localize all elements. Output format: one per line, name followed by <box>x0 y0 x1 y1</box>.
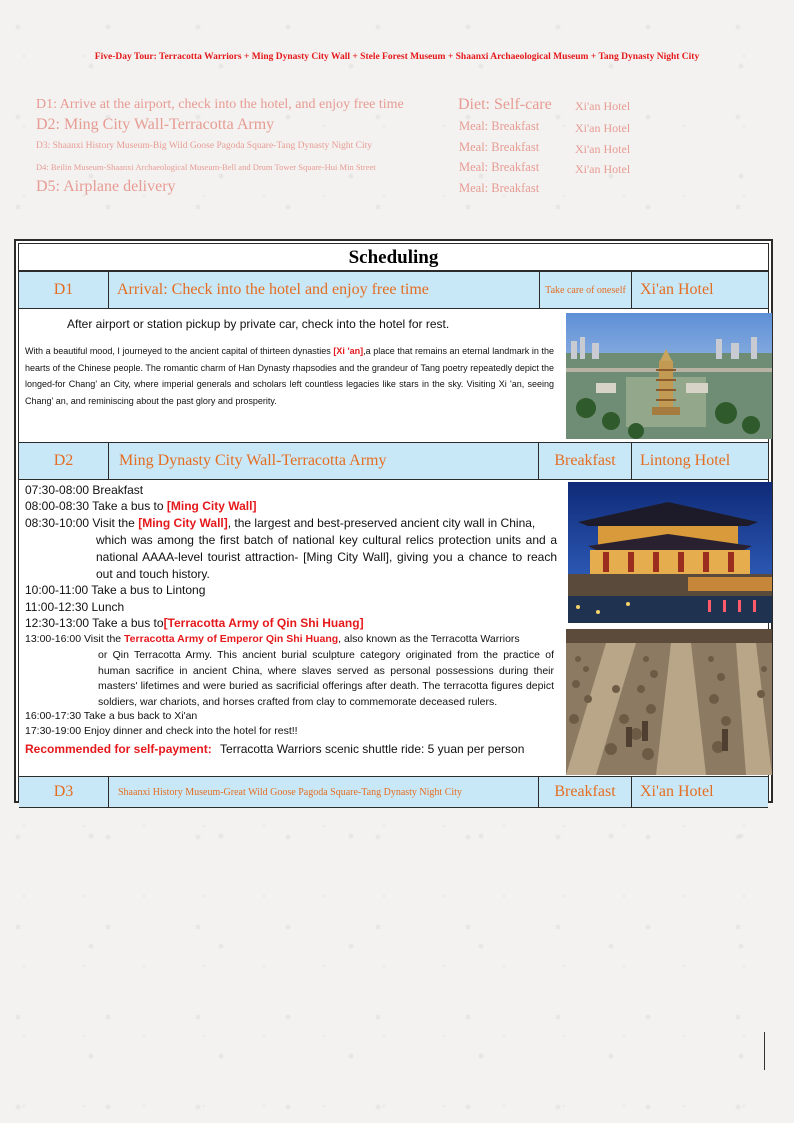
overview-route: D5: Airplane delivery <box>36 178 176 195</box>
day-bar-d2 <box>19 442 768 480</box>
day-hotel: Lintong Hotel <box>640 452 731 469</box>
d2-item-text: 12:30-13:00 Take a bus to <box>25 616 164 630</box>
d2-item <box>25 616 364 630</box>
ming-city-wall-photo <box>568 482 772 623</box>
terracotta-army-photo <box>566 629 772 775</box>
schedule-table <box>14 239 773 803</box>
overview-route: D4: Beilin Museum-Shaanxi Archaeological Museum-Bell and Drum Tower Square-Hui Min Street <box>36 162 376 172</box>
overview-row-d2 <box>36 116 656 138</box>
day-hotel: Xi'an Hotel <box>640 281 714 298</box>
d2-item-highlight: [Terracotta Army of Qin Shi Huang] <box>163 616 364 630</box>
day-title: Arrival: Check into the hotel and enjoy free time <box>109 272 540 308</box>
xian-city-photo <box>566 313 772 439</box>
d2-item <box>25 516 535 530</box>
d2-item-text: 08:30-10:00 Visit the <box>25 516 139 530</box>
overview-row-d4 <box>36 159 656 179</box>
d2-item-text: 13:00-16:00 Visit the <box>25 633 125 645</box>
day-title: Shaanxi History Museum-Great Wild Goose Pagoda Square-Tang Dynasty Night City <box>109 777 539 807</box>
day-meal: Breakfast <box>539 443 632 479</box>
overview-hotel: Xi'an Hotel <box>575 99 631 113</box>
page-edge-mark <box>764 1032 765 1070</box>
d1-desc-end: ,a place that remains an eternal landmark in the hearts of the Chinese people. The romantic charm of Han Dynasty rhapsodies and the grandeur of Tang poetry repeatedly depict the longed-for Chang' an City, where imperial generals and scholars left countless legacies like stars in the sky. Visiting Xi 'an, seeing Chang' an, and reminiscing about the past glory and prosperity. <box>25 346 554 406</box>
overview-row-d3 <box>36 139 656 159</box>
d2-item <box>25 633 520 645</box>
day-number: D2 <box>19 443 109 479</box>
tour-title: Five-Day Tour: Terracotta Warriors + Ming Dynasty City Wall + Stele Forest Museum + Shaanxi Archaeological Museum + Tang Dynasty Night City <box>94 52 700 62</box>
d2-item: 16:00-17:30 Take a bus back to Xi'an <box>25 710 198 722</box>
d2-recommendation <box>25 742 524 756</box>
d2-item: 11:00-12:30 Lunch <box>25 600 125 614</box>
d1-desc-highlight: [Xi 'an] <box>333 346 364 356</box>
day-hotel: Xi'an Hotel <box>640 783 714 800</box>
schedule-heading: Scheduling <box>19 244 768 271</box>
overview-meal: Meal: Breakfast <box>459 160 540 174</box>
d2-item-highlight: [Ming City Wall] <box>166 499 257 513</box>
d1-desc-start: With a beautiful mood, I journeyed to the ancient capital of thirteen dynasties <box>25 346 334 356</box>
d2-item: 17:30-19:00 Enjoy dinner and check into the hotel for rest!! <box>25 725 298 737</box>
overview-route: D3: Shaanxi History Museum-Big Wild Goose Pagoda Square-Tang Dynasty Night City <box>36 141 372 151</box>
d2-item-text-after: , also known as the Terracotta Warriors <box>338 633 520 645</box>
d1-description <box>25 343 554 409</box>
recommendation-text: Terracotta Warriors scenic shuttle ride: 5 yuan per person <box>220 742 525 756</box>
d2-item <box>25 499 256 513</box>
day-bar-d3 <box>19 776 768 808</box>
overview-meal: Meal: Breakfast <box>459 119 540 133</box>
overview-meal: Meal: Breakfast <box>459 140 540 154</box>
day-number: D3 <box>19 777 109 807</box>
day-number: D1 <box>19 272 109 308</box>
d2-item: 07:30-08:00 Breakfast <box>25 483 144 497</box>
overview-hotel: Xi'an Hotel <box>575 162 631 176</box>
d2-item: 10:00-11:00 Take a bus to Lintong <box>25 583 206 597</box>
overview-row-d5 <box>36 178 656 200</box>
day-title: Ming Dynasty City Wall-Terracotta Army <box>109 443 539 479</box>
recommendation-label: Recommended for self-payment: <box>25 742 212 756</box>
day-bar-d1 <box>19 271 768 309</box>
d2-terracotta-description: or Qin Terracotta Army. This ancient burial sculpture category originated from the practice of human sacrifice in ancient China, where slaves served as personal possessions during their masters' lifetimes and were buried as sacrificial offerings after death. The terracotta figures depict soldiers, war chariots, and horses crafted from clay to commemorate deceased rulers. <box>98 649 554 708</box>
d1-intro: After airport or station pickup by private car, check into the hotel for rest. <box>67 317 450 331</box>
d2-city-wall-description: which was among the first batch of national key cultural relics protection units and a national AAAA-level tourist attraction- [Ming City Wall], giving you a chance to reach out and touch history. <box>96 533 557 581</box>
day-meal: Breakfast <box>539 777 632 807</box>
overview-row-d1 <box>36 96 656 116</box>
d2-item-text-after: , the largest and best-preserved ancient city wall in China, <box>227 516 536 530</box>
overview-meal: Meal: Breakfast <box>459 181 540 195</box>
overview-meal: Diet: Self-care <box>458 96 552 113</box>
day-meal: Take care of oneself <box>540 272 632 308</box>
d2-item-highlight: Terracotta Army of Emperor Qin Shi Huang <box>124 633 339 645</box>
d2-item-highlight: [Ming City Wall] <box>138 516 228 530</box>
overview-route: D2: Ming City Wall-Terracotta Army <box>36 116 275 133</box>
overview-hotel: Xi'an Hotel <box>575 121 631 135</box>
overview-hotel: Xi'an Hotel <box>575 142 631 156</box>
d2-item-text: 08:00-08:30 Take a bus to <box>25 499 167 513</box>
overview-route: D1: Arrive at the airport, check into the hotel, and enjoy free time <box>36 97 404 112</box>
